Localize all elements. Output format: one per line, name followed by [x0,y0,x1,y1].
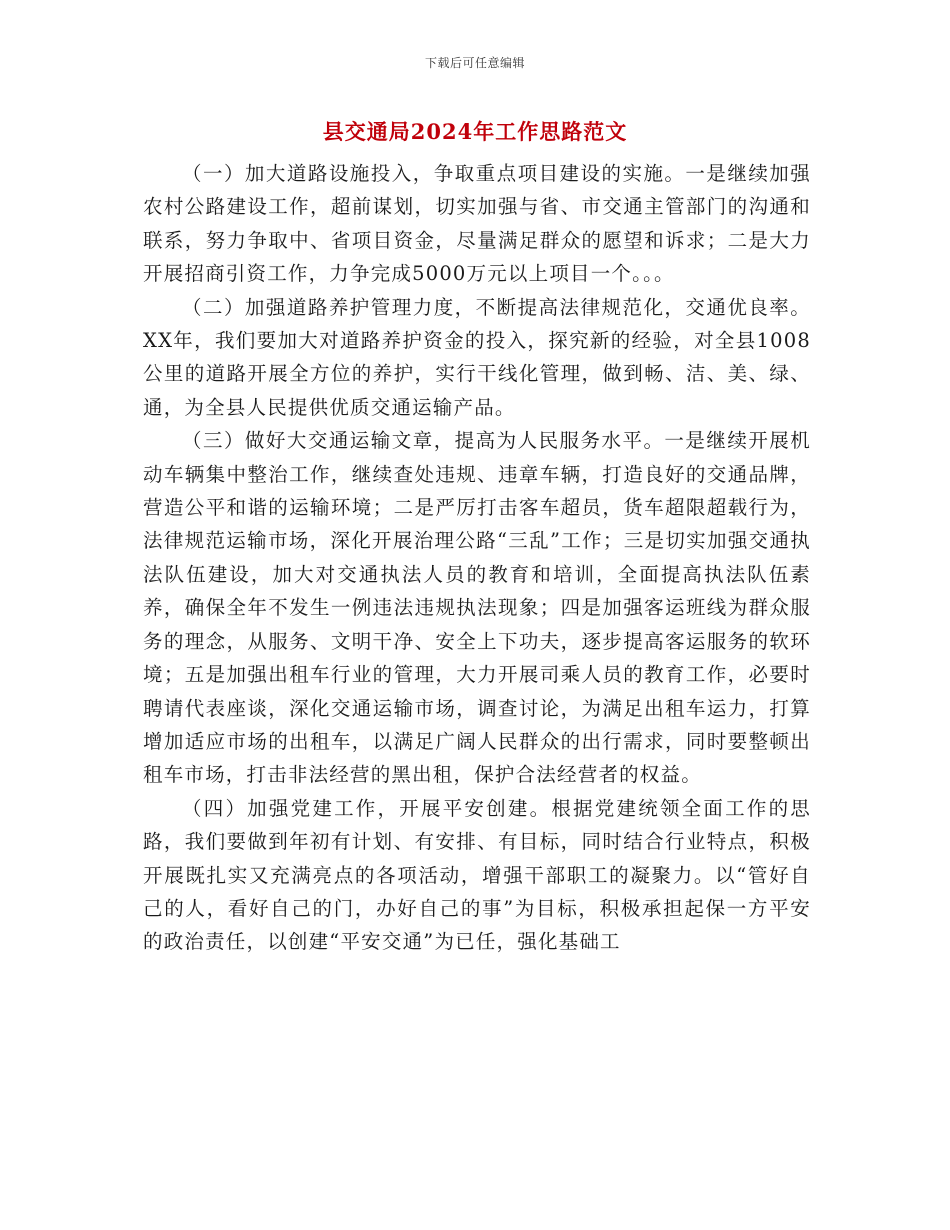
document-title: 县交通局2024年工作思路范文 [322,119,628,144]
paragraph-1: （一）加大道路设施投入，争取重点项目建设的实施。一是继续加强农村公路建设工作，超前谋划，切实加强与省、市交通主管部门的沟通和联系，努力争取中、省项目资金，尽量满足群众的愿望和诉求；二是大力开展招商引资工作，力争完成5000万元以上项目一个。。。 [143,162,811,286]
header-note: 下载后可任意编辑 [424,56,525,70]
paragraph-2: （二）加强道路养护管理力度，不断提高法律规范化，交通优良率。XX年，我们要加大对道路养护资金的投入，探究新的经验，对全县1008公里的道路开展全方位的养护，实行干线化管理，做到畅、洁、美、绿、通，为全县人民提供优质交通运输产品。 [143,295,811,419]
paragraph-4: （四）加强党建工作，开展平安创建。根据党建统领全面工作的思路，我们要做到年初有计划、有安排、有目标，同时结合行业特点，积极开展既扎实又充满亮点的各项活动，增强干部职工的凝聚力。以“管好自己的人，看好自己的门，办好自己的事”为目标，积极承担起保一方平安的政治责任，以创建“平安交通”为已任，强化基础工 [143,796,811,954]
document-body [143,157,811,959]
paragraph-3: （三）做好大交通运输文章，提高为人民服务水平。一是继续开展机动车辆集中整治工作，继续查处违规、违章车辆，打造良好的交通品牌，营造公平和谐的运输环境；二是严厉打击客车超员，货车超限超载行为，法律规范运输市场，深化开展治理公路“三乱”工作；三是切实加强交通执法队伍建设，加大对交通执法人员的教育和培训，全面提高执法队伍素养，确保全年不发生一例违法违规执法现象；四是加强客运班线为群众服务的理念，从服务、文明干净、安全上下功夫，逐步提高客运服务的软环境；五是加强出租车行业的管理，大力开展司乘人员的教育工作，必要时聘请代表座谈，深化交通运输市场，调查讨论，为满足出租车运力，打算增加适应市场的出租车，以满足广阔人民群众的出行需求，同时要整顿出租车市场，打击非法经营的黑出租，保护合法经营者的权益。 [143,429,811,787]
